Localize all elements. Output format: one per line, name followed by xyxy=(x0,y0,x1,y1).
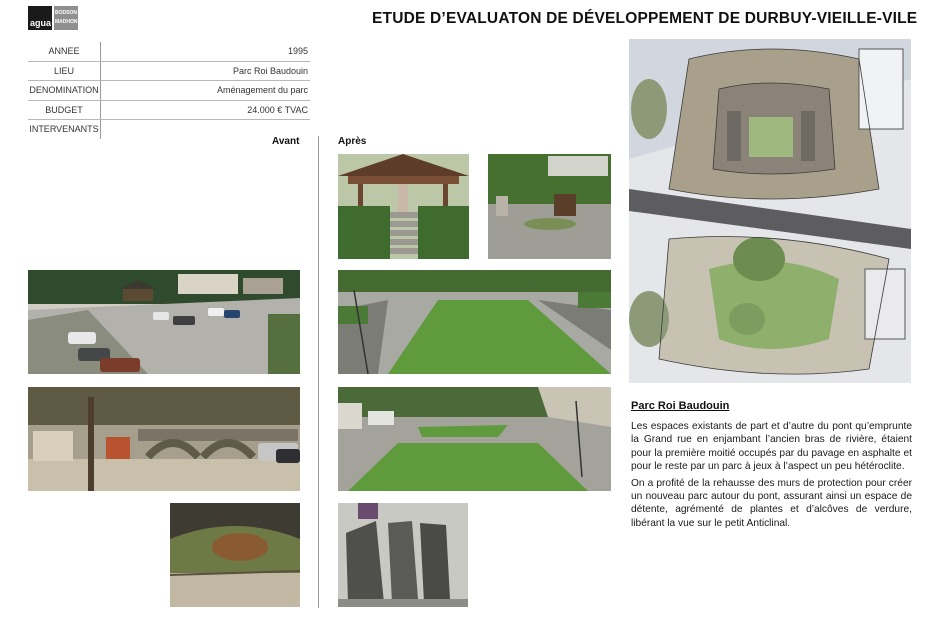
section-title: Parc Roi Baudouin xyxy=(631,400,730,412)
photo-apres-park-path xyxy=(338,387,611,491)
photo-avant-playground xyxy=(28,387,300,491)
bodson-logo: BODSON MADHON xyxy=(54,6,78,30)
photo-apres-kiosk xyxy=(338,154,469,259)
info-label: INTERVENANTS xyxy=(29,124,99,134)
page-title: ETUDE D’EVALUATON DE DÉVELOPPEMENT DE DURBUY-VIEILLE-VILE xyxy=(372,10,918,27)
info-value: 1995 xyxy=(287,46,308,56)
photo-apres-stone-benches xyxy=(338,503,468,607)
info-value: Aménagement du parc xyxy=(216,85,308,95)
info-row-budget xyxy=(28,101,310,121)
photo-apres-plaza xyxy=(488,154,611,259)
description-paragraph: Les espaces existants de part et d’autre du pont qu’emprunte la Grand rue en enjambant l’ancien bras de rivière, étaient pour la première moitié occupés par du pavage en asphalte et pour le reste par un parc à jeux à l’aspect un peu hétéroclite. xyxy=(631,421,912,473)
info-row-denomination xyxy=(28,81,310,101)
agua-logo: agua xyxy=(28,6,52,30)
photo-avant-bridge-view xyxy=(170,503,300,607)
info-label: DENOMINATION xyxy=(29,85,99,95)
column-divider xyxy=(318,136,319,608)
info-label: ANNEE xyxy=(48,46,80,56)
info-label: LIEU xyxy=(53,65,74,76)
avant-heading: Avant xyxy=(272,136,300,147)
photo-apres-lawn xyxy=(338,270,611,374)
info-row-annee xyxy=(28,42,310,62)
info-value: Parc Roi Baudouin xyxy=(232,65,308,76)
park-plan-sketch xyxy=(629,39,911,383)
info-row-lieu xyxy=(28,62,310,82)
photo-avant-parking xyxy=(28,270,300,374)
info-row-intervenants xyxy=(28,120,310,139)
description-paragraph: On a profité de la rehausse des murs de protection pour créer un nouveau parc autour du pont, assurant ainsi un espace de détente, agrémenté de plantes et d’alcôves de verdure, libérant la vue sur le petit Anticlinal. xyxy=(631,477,912,529)
apres-heading: Après xyxy=(338,136,367,147)
info-value: 24.000 € TVAC xyxy=(247,104,308,115)
project-info-table xyxy=(28,42,310,139)
description-text xyxy=(631,420,912,533)
info-label: BUDGET xyxy=(45,104,83,115)
